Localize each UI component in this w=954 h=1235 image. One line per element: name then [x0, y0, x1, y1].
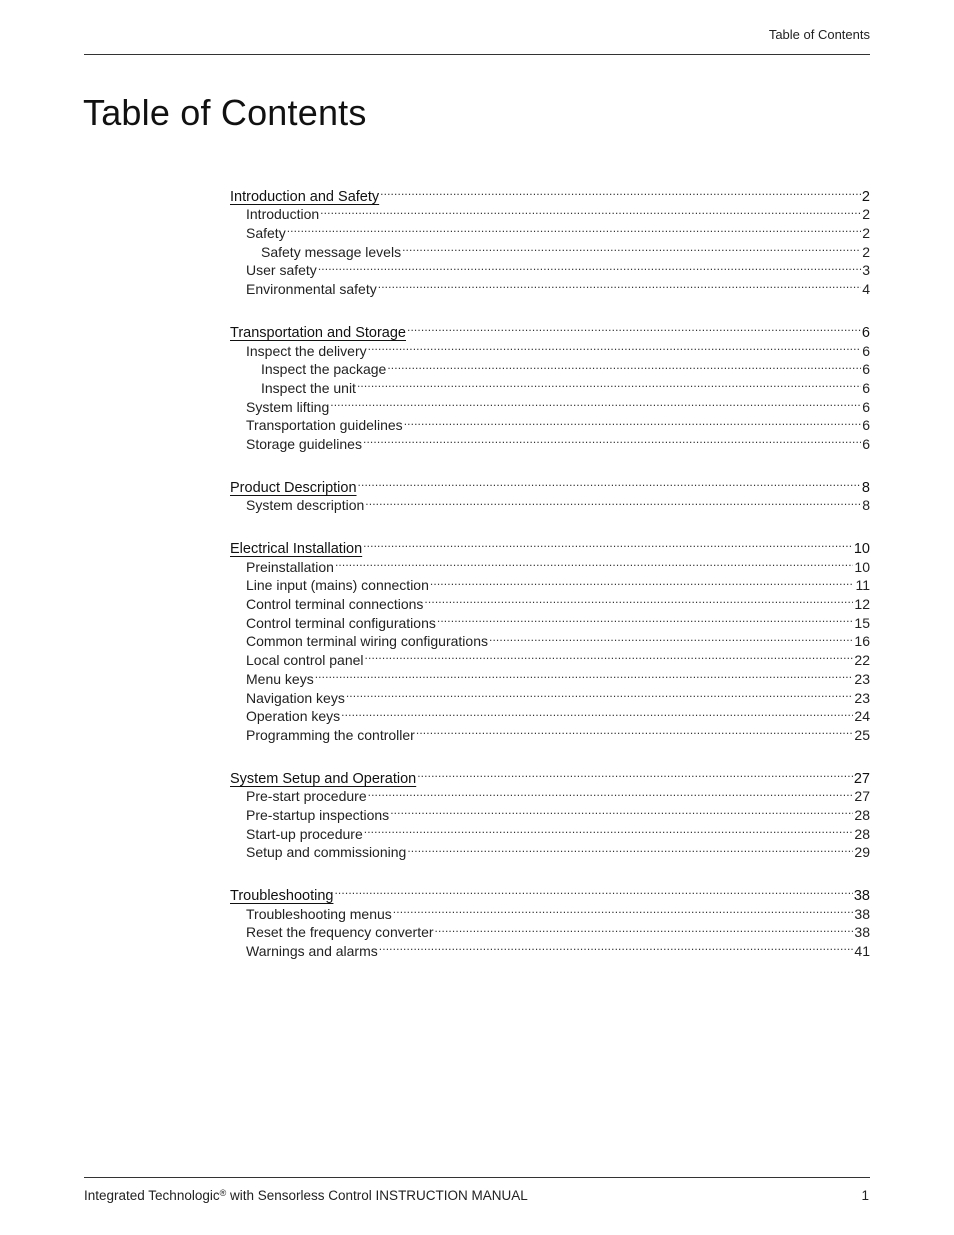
toc-entry-title: Local control panel	[246, 652, 364, 669]
toc-subsection-entry[interactable]	[230, 238, 870, 260]
toc-entry-title: Troubleshooting	[230, 888, 334, 904]
dot-leader	[417, 764, 853, 783]
toc-entry-page-number: 27	[853, 770, 870, 787]
toc-entry-page-number: 25	[854, 726, 870, 743]
toc-entry-page-number: 27	[854, 788, 870, 805]
toc-entry-page-number: 6	[862, 398, 870, 415]
dot-leader	[402, 238, 861, 257]
dot-leader	[335, 553, 853, 572]
dot-leader	[368, 783, 854, 802]
toc-entry-page-number: 6	[862, 361, 870, 378]
toc-entry-page-number: 28	[854, 825, 870, 842]
dot-leader	[364, 820, 854, 839]
toc-section	[230, 881, 870, 960]
dot-leader	[320, 201, 861, 220]
footer-manual-name-prefix: Integrated Technologic	[84, 1188, 220, 1203]
dot-leader	[318, 257, 861, 276]
toc-entry-page-number: 16	[854, 633, 870, 650]
dot-leader	[365, 646, 854, 665]
dot-leader	[404, 412, 862, 431]
toc-entry-title: Inspect the package	[261, 361, 387, 378]
dot-leader	[407, 318, 861, 337]
dot-leader	[357, 374, 861, 393]
dot-leader	[430, 572, 855, 591]
dot-leader	[330, 393, 861, 412]
toc-entry-title: Inspect the unit	[261, 379, 356, 396]
toc-entry-title: Menu keys	[246, 670, 314, 687]
dot-leader	[435, 919, 854, 938]
running-header: Table of Contents	[768, 27, 870, 42]
toc-entry-page-number: 29	[854, 844, 870, 861]
toc-chapter-entry[interactable]	[230, 318, 870, 341]
toc-entry-page-number: 6	[862, 342, 870, 359]
toc-entry-title: Control terminal connections	[246, 596, 424, 613]
toc-chapter-entry[interactable]	[230, 881, 870, 904]
toc-section-entry[interactable]	[230, 684, 870, 706]
dot-leader	[390, 801, 853, 820]
toc-entry-page-number: 2	[862, 225, 870, 242]
toc-entry-page-number: 24	[854, 708, 870, 725]
registered-mark: ®	[219, 1188, 227, 1198]
toc-entry-title: Pre-start procedure	[246, 788, 367, 805]
footer-manual-title	[84, 1188, 528, 1203]
toc-entry-title: Operation keys	[246, 708, 341, 725]
toc-entry-title: Control terminal configurations	[246, 614, 436, 631]
toc-entry-title: Troubleshooting menus	[246, 905, 392, 922]
toc-entry-page-number: 10	[854, 558, 870, 575]
toc-entry-page-number: 4	[862, 281, 870, 298]
toc-entry-page-number: 2	[861, 188, 870, 205]
dot-leader	[287, 219, 862, 238]
dot-leader	[378, 275, 861, 294]
toc-entry-page-number: 23	[854, 689, 870, 706]
toc-entry-title: Storage guidelines	[246, 435, 362, 452]
toc-entry-title: Pre-startup inspections	[246, 806, 390, 823]
dot-leader	[365, 492, 861, 511]
dot-leader	[315, 665, 854, 684]
footer-page-number: 1	[861, 1188, 869, 1203]
dot-leader	[358, 473, 861, 492]
toc-entry-page-number: 15	[854, 614, 870, 631]
toc-entry-title: Transportation guidelines	[246, 417, 403, 434]
toc-entry-page-number: 28	[854, 806, 870, 823]
dot-leader	[387, 356, 861, 375]
toc-chapter-entry[interactable]	[230, 182, 870, 205]
toc-section-entry[interactable]	[230, 665, 870, 687]
toc-entry-title: Programming the controller	[246, 726, 415, 743]
toc-chapter-entry[interactable]	[230, 473, 870, 496]
toc-entry-page-number: 38	[853, 888, 870, 904]
footer-manual-name-suffix: with Sensorless Control INSTRUCTION MANUAL	[226, 1188, 528, 1203]
toc-section	[230, 318, 870, 452]
dot-leader	[341, 703, 853, 722]
toc-entry-page-number: 38	[854, 905, 870, 922]
toc-entry-title: System lifting	[246, 398, 330, 415]
toc-entry-page-number: 2	[862, 243, 870, 260]
toc-entry-page-number: 6	[862, 417, 870, 434]
toc-entry-title: Introduction	[246, 206, 320, 223]
toc-entry-page-number: 6	[862, 435, 870, 452]
toc-entry-title: Environmental safety	[246, 281, 377, 298]
dot-leader	[363, 430, 861, 449]
toc-entry-title: Setup and commissioning	[246, 844, 407, 861]
toc-entry-title: Introduction and Safety	[230, 188, 380, 205]
toc-entry-title: Transportation and Storage	[230, 324, 406, 341]
toc-entry-page-number: 22	[854, 652, 870, 669]
dot-leader	[346, 684, 854, 703]
toc-chapter-entry[interactable]	[230, 534, 870, 557]
toc-entry-title: Inspect the delivery	[246, 342, 367, 359]
dot-leader	[437, 609, 854, 628]
footer-divider	[84, 1177, 870, 1178]
toc-section	[230, 534, 870, 743]
toc-section-entry[interactable]	[230, 219, 870, 242]
toc-entry-title: Common terminal wiring configurations	[246, 633, 488, 650]
toc-entry-page-number: 2	[862, 206, 870, 223]
dot-leader	[380, 182, 861, 201]
toc-entry-page-number: 8	[862, 497, 870, 514]
toc-section	[230, 182, 870, 298]
toc-entry-page-number: 41	[854, 943, 870, 960]
dot-leader	[379, 937, 854, 956]
toc-section-entry[interactable]	[230, 275, 870, 298]
toc-entry-title: Line input (mains) connection	[246, 577, 429, 594]
toc-chapter-entry[interactable]	[230, 764, 870, 787]
toc-entry-title: System description	[246, 497, 365, 514]
toc-entry-title: Navigation keys	[246, 689, 345, 706]
toc-entry-page-number: 12	[854, 596, 870, 613]
toc-entry-title: User safety	[246, 262, 317, 279]
toc-entry-title: Preinstallation	[246, 558, 334, 575]
toc-entry-title: Safety	[246, 225, 286, 242]
toc-section	[230, 764, 870, 861]
toc-entry-page-number: 38	[854, 924, 870, 941]
toc-entry-page-number: 11	[855, 577, 870, 594]
toc-entry-title: Electrical Installation	[230, 541, 363, 557]
toc-entry-title: Safety message levels	[261, 243, 402, 260]
toc-section-entry[interactable]	[230, 201, 870, 223]
toc-entry-title: System Setup and Operation	[230, 770, 417, 787]
table-of-contents	[230, 182, 870, 980]
toc-entry-title: Reset the frequency converter	[246, 924, 434, 941]
toc-entry-title: Product Description	[230, 479, 357, 496]
toc-entry-title: Warnings and alarms	[246, 943, 378, 960]
header-divider	[84, 54, 870, 55]
dot-leader	[424, 590, 853, 609]
dot-leader	[489, 628, 853, 647]
toc-section-entry[interactable]	[230, 257, 870, 279]
toc-entry-page-number: 10	[853, 541, 870, 557]
page-title: Table of Contents	[83, 92, 367, 133]
toc-entry-page-number: 6	[862, 379, 870, 396]
dot-leader	[368, 337, 862, 356]
toc-entry-page-number: 6	[861, 324, 870, 341]
toc-entry-page-number: 23	[854, 670, 870, 687]
dot-leader	[334, 881, 852, 900]
toc-entry-page-number: 3	[862, 262, 870, 279]
dot-leader	[416, 721, 854, 740]
toc-entry-page-number: 8	[861, 479, 870, 496]
dot-leader	[363, 534, 853, 553]
toc-entry-title: Start-up procedure	[246, 825, 363, 842]
toc-section	[230, 473, 870, 514]
dot-leader	[407, 839, 853, 858]
dot-leader	[393, 900, 854, 919]
